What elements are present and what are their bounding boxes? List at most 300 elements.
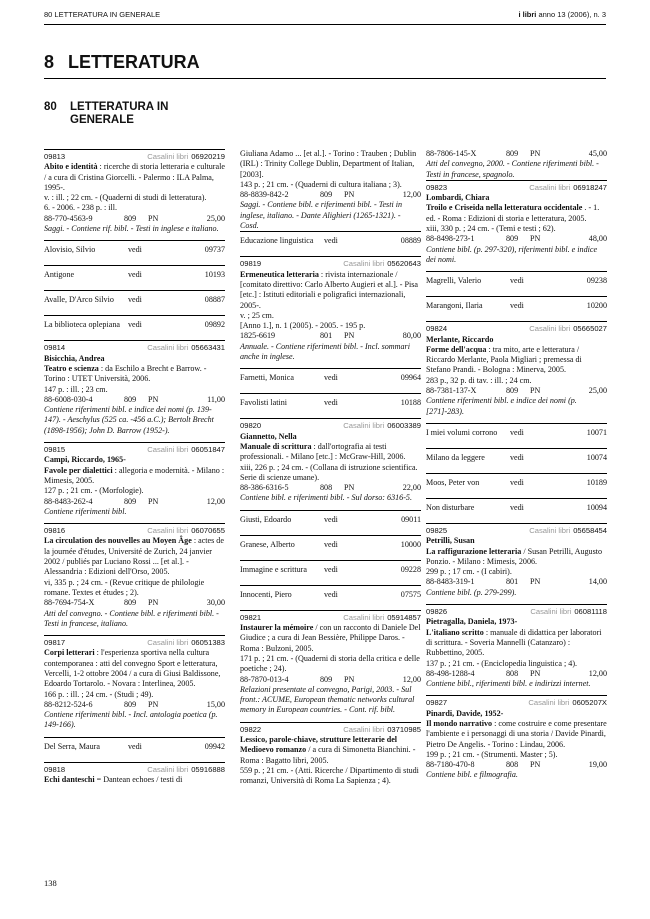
cross-reference (240, 585, 421, 604)
subsection-name-1: LETTERATURA IN (70, 101, 169, 113)
entry-note: Saggi. - Contiene bibl. e riferimenti bibl. - Testi in inglese, italiano. - Dante Alighieri (1265-1321). - Cosd. (240, 200, 403, 231)
xref-code: 09892 (204, 320, 225, 330)
xref-name: Marangoni, Ilaria (426, 301, 483, 311)
price: 14,00 (588, 577, 607, 587)
entry-text: / con un racconto di Daniele Del Giudice ; a cura di Jean Bessière, Philippe Daros. - Roma : Bulzoni, 2005. (240, 623, 421, 653)
catalog-entry (44, 762, 225, 786)
source-label: Casalini libri (147, 638, 189, 648)
source-label: Casalini libri (147, 526, 189, 536)
price: 11,00 (207, 394, 225, 404)
source-id: 05914857 (387, 612, 421, 622)
cross-reference (426, 473, 607, 492)
subsection-name-2: GENERALE (70, 114, 134, 126)
entry-author: Petrilli, Susan (426, 536, 475, 546)
xref-name: Giusti, Edoardo (240, 514, 292, 524)
xref-name: Magrelli, Valerio (426, 276, 482, 286)
entry-source (343, 613, 421, 623)
isbn-number: 88-8498-273-1 (426, 234, 475, 244)
entry-note: Contiene riferimenti bibl. (44, 506, 127, 516)
xref-see: vedi (128, 320, 142, 330)
xref-code: 10071 (586, 427, 607, 437)
dewey-code: 809 (124, 213, 137, 223)
xref-code: 09228 (400, 564, 421, 574)
catalog-entry (240, 418, 421, 503)
xref-code: 07575 (400, 589, 421, 599)
source-label: Casalini libri (530, 607, 572, 617)
entry-number: 09813 (44, 152, 66, 161)
entry-text: 559 p. ; 21 cm. - (Atti. Ricerche / Dipartimento di studi romanzi, Università di Roma La Sapienza ; 4). (240, 765, 419, 786)
subsection-number: 80 (44, 101, 57, 113)
entry-text: vi, 335 p. ; 24 cm. - (Revue critique de philologie romane. Textes et études ; 2). (44, 577, 205, 597)
xref-name: Educazione linguistica (240, 236, 314, 246)
entry-isbn-line (44, 497, 225, 507)
dewey-code: 809 (124, 496, 137, 506)
entry-note: Contiene bibl., riferimenti bibl. e indirizzi internet. (426, 679, 591, 689)
catalog-entry (426, 180, 607, 265)
entry-header (240, 725, 421, 735)
entry-source (528, 698, 607, 708)
source-id: 0605207X (572, 698, 607, 708)
xref-name: Non disturbare (426, 502, 475, 512)
entry-isbn-line (426, 577, 607, 587)
entry-text: : tra mito, arte e letteratura / Riccardo Merlante, Paola Migliari ; premessa di Stefano Prandi. - Bologna : Minerva, 2005. (426, 344, 582, 375)
entry-source (529, 183, 607, 193)
entry-source (343, 259, 421, 269)
xref-name: Milano da leggere (426, 452, 485, 462)
entry-source (147, 343, 225, 353)
lc-code: PN (148, 394, 159, 404)
entry-source (147, 445, 225, 455)
source-label: Casalini libri (529, 525, 571, 535)
entry-text: : ricerche di storia letteraria e culturale / a cura di Cristina Giorcelli. - Palermo : ILA Palma, 1995-. (44, 162, 225, 192)
dewey-code: 809 (320, 190, 333, 200)
catalog-entry (426, 695, 607, 780)
price: 45,00 (588, 149, 607, 158)
entry-title: Il mondo narrativo (426, 718, 493, 728)
isbn-number: 88-8212-524-6 (44, 699, 93, 709)
entry-isbn-line (44, 214, 225, 224)
entry-body (44, 536, 225, 598)
entry-title: Manuale di scrittura (240, 441, 312, 451)
entry-isbn-line (426, 669, 607, 679)
entry-author: Merlante, Riccardo (426, 334, 494, 344)
column-3 (426, 149, 607, 787)
section-name: LETTERATURA (68, 52, 200, 72)
cross-reference (426, 271, 607, 290)
source-label: Casalini libri (528, 698, 570, 708)
cross-reference (44, 265, 225, 284)
entry-text: 127 p. ; 21 cm. - (Morfologie). (44, 486, 144, 496)
entry-note: Relazioni presentate al convegno, Parigi, 2003. - Sul front.: ACUME, European thematic networks cultural memory in European countries. - Cont. rif. bibl. (240, 684, 415, 715)
entry-text: : come costruire e come presentare l'ambiente e i personaggi di una storia / Davide Pinardi, Pietro De Angelis. - Torino : Lindau, 2006. (426, 718, 607, 749)
entry-number: 09827 (426, 698, 448, 708)
source-label: Casalini libri (343, 612, 385, 622)
cross-reference (44, 240, 225, 259)
cross-reference (44, 290, 225, 309)
entry-isbn-line (44, 395, 225, 405)
cross-reference (240, 231, 421, 250)
catalog-entry (426, 321, 607, 417)
entry-isbn-line (44, 598, 225, 608)
xref-name: Avalle, D'Arco Silvio (44, 295, 114, 305)
entry-text: / Susan Petrilli, Augusto Ponzio. - Milano : Mimesis, 2006. (426, 546, 603, 566)
entry-text: : manuale di didattica per laboratori di scrittura. - Soveria Mannelli (Catanzaro) : Rubbettino, 2005. (426, 627, 602, 658)
entry-header (240, 613, 421, 623)
entry-number: 09820 (240, 421, 262, 431)
xref-see: vedi (510, 502, 524, 512)
cross-reference (44, 737, 225, 756)
xref-name: Antigone (44, 270, 75, 280)
dewey-code: 809 (506, 149, 519, 158)
entry-body (44, 162, 225, 213)
header-issue: anno 13 (2006), n. 3 (536, 10, 606, 19)
source-label: Casalini libri (529, 182, 571, 192)
source-label: Casalini libri (147, 764, 189, 774)
catalog-entry (240, 722, 421, 787)
entry-author: Campi, Riccardo, 1965- (44, 455, 126, 465)
entry-header (426, 607, 607, 617)
isbn-number: 88-8483-319-1 (426, 577, 475, 587)
xref-see: vedi (128, 295, 142, 305)
entry-header (44, 526, 225, 536)
entry-source (147, 638, 225, 648)
cross-reference (426, 296, 607, 315)
entry-number: 09823 (426, 182, 448, 192)
subsection-title (44, 101, 168, 127)
entry-header (426, 526, 607, 536)
lc-code: PN (530, 386, 541, 396)
dewey-code: 809 (506, 234, 519, 244)
entry-body (44, 354, 225, 395)
entry-note: Atti del convegno, 2000. - Contiene riferimenti bibl. - Testi in francese, spagnolo. (426, 159, 599, 179)
entry-note: Annuale. - Contiene riferimenti bibl. - Incl. sommari anche in inglese. (240, 341, 410, 362)
entry-title: Instaurer la mémoire (240, 623, 314, 633)
entry-title: Echi danteschi (44, 775, 95, 785)
lc-code: PN (148, 598, 159, 608)
cross-reference (44, 315, 225, 334)
entry-body (44, 648, 225, 699)
xref-code: 09964 (400, 373, 421, 383)
entry-title: Ermeneutica letteraria (240, 269, 319, 279)
price: 19,00 (588, 760, 607, 770)
source-id: 06051383 (191, 638, 225, 648)
dewey-code: 808 (506, 760, 519, 770)
catalog-entry (426, 604, 607, 689)
entry-author: Giannetto, Nella (240, 431, 297, 441)
source-id: 05620643 (387, 259, 421, 269)
price: 12,00 (402, 190, 421, 200)
source-id: 06051847 (191, 445, 225, 455)
entry-isbn-line (426, 149, 607, 159)
xref-see: vedi (324, 236, 338, 246)
entry-text: 147 p. : ill. ; 23 cm. (44, 384, 108, 394)
entry-title: Favole per dialettici (44, 465, 113, 475)
xref-see: vedi (128, 245, 142, 255)
entry-header (426, 698, 607, 708)
entry-title: Troilo e Criseida nella letteratura occidentale (426, 203, 583, 213)
source-label: Casalini libri (529, 324, 571, 334)
catalog-entry (44, 442, 225, 517)
xref-code: 08887 (204, 295, 225, 305)
header-journal-name: i libri (518, 10, 537, 19)
catalog-entry (240, 610, 421, 716)
source-id: 05916888 (191, 764, 225, 774)
entry-number: 09816 (44, 526, 66, 536)
entry-source (529, 324, 607, 334)
catalog-entry (426, 523, 607, 598)
entry-body (240, 623, 421, 674)
dewey-code: 809 (124, 598, 137, 608)
isbn-number: 88-8839-842-2 (240, 190, 289, 200)
entry-title: L'italiano scritto (426, 627, 484, 637)
entry-header (44, 152, 225, 162)
source-label: Casalini libri (147, 445, 189, 455)
entry-continuation (426, 149, 607, 180)
price: 30,00 (206, 598, 225, 608)
column-1 (44, 149, 225, 791)
entry-number: 09814 (44, 343, 66, 353)
entry-source (147, 526, 225, 536)
entry-body (240, 149, 421, 190)
entry-author: Pietragalla, Daniela, 1973- (426, 617, 518, 627)
entry-number: 09818 (44, 764, 66, 774)
xref-code: 10189 (586, 477, 607, 487)
entry-note: Contiene bibl. e riferimenti bibl. - Sul dorso: 6316-5. (240, 493, 412, 503)
source-id: 06918247 (573, 182, 607, 192)
lc-code: PN (148, 496, 159, 506)
entry-title: Lessico, parole-chiave, strutture letterarie del Medioevo romanzo (240, 734, 398, 755)
isbn-number: 88-6008-030-4 (44, 394, 93, 404)
price: 25,00 (588, 386, 607, 396)
source-id: 05665027 (573, 324, 607, 334)
entry-header (426, 183, 607, 193)
entry-note: Contiene bibl. (p. 297-320), riferimenti bibl. e indice dei nomi. (426, 244, 598, 264)
isbn-number: 88-7806-145-X (426, 149, 477, 158)
entry-text: 166 p. : ill. ; 24 cm. - (Studi ; 49). (44, 689, 154, 699)
entry-body (426, 617, 607, 668)
lc-code: PN (530, 149, 541, 158)
xref-see: vedi (324, 564, 338, 574)
isbn-number: 88-498-1288-4 (426, 668, 475, 678)
entry-isbn-line (240, 331, 421, 341)
entry-text: : da Eschilo a Brecht e Barrow. - Torino : UTET Università, 2006. (44, 363, 207, 384)
lc-code: PN (344, 483, 355, 493)
entry-number: 09826 (426, 607, 448, 617)
lc-code: PN (530, 234, 541, 244)
entry-title: Forme dell'acqua (426, 344, 487, 354)
entry-number: 09825 (426, 525, 448, 535)
dewey-code: 801 (320, 331, 333, 341)
entry-title: La raffigurazione letteraria (426, 546, 522, 556)
entry-number: 09821 (240, 612, 262, 622)
entry-text: 199 p. ; 21 cm. - (Strumenti. Master ; 5). (426, 749, 558, 759)
xref-see: vedi (510, 301, 524, 311)
entry-header (44, 638, 225, 648)
entry-header (240, 421, 421, 431)
price: 12,00 (206, 496, 225, 506)
running-header (44, 10, 606, 22)
entry-text: 143 p. ; 21 cm. - (Quaderni di cultura italiana ; 3). (240, 179, 402, 189)
entry-title: Corpi letterari (44, 648, 95, 658)
page-number: 138 (44, 878, 57, 888)
xref-name: Favolisti latini (240, 398, 287, 408)
lc-code: PN (530, 668, 541, 678)
entry-note: Contiene riferimenti bibl. - Incl. antologia poetica (p. 149-166). (44, 710, 218, 730)
entry-text: [Anno 1.], n. 1 (2005). - 2005. - 195 p. (240, 321, 366, 331)
header-rule (44, 24, 606, 25)
entry-note: Saggi. - Contiene rif. bibl. - Testi in inglese e italiano. (44, 224, 219, 234)
header-section: 80 LETTERATURA IN GENERALE (44, 10, 161, 19)
entry-text: xiii, 330 p. ; 24 cm. - (Temi e testi ; 62). (426, 224, 556, 234)
source-id: 06920219 (191, 152, 225, 161)
xref-name: Immagine e scrittura (240, 564, 307, 574)
entry-source (343, 421, 421, 431)
entry-body (240, 735, 421, 786)
xref-code: 10193 (204, 270, 225, 280)
entry-text: 137 p. ; 21 cm. - (Enciclopedia linguistica ; 4). (426, 658, 578, 668)
xref-see: vedi (510, 276, 524, 286)
section-title (44, 52, 200, 73)
xref-code: 09942 (204, 741, 225, 751)
source-label: Casalini libri (343, 259, 385, 269)
entry-note: Contiene bibl. e filmografia. (426, 770, 518, 780)
cross-reference (426, 498, 607, 517)
xref-code: 10200 (586, 301, 607, 311)
dewey-code: 809 (320, 674, 333, 684)
entry-isbn-line (426, 386, 607, 396)
header-journal (518, 10, 606, 19)
entry-header (44, 343, 225, 353)
price: 48,00 (588, 234, 607, 244)
entry-body (44, 455, 225, 496)
lc-code: PN (148, 699, 159, 709)
isbn-number: 88-8483-262-4 (44, 496, 93, 506)
source-label: Casalini libri (147, 152, 189, 161)
entry-isbn-line (44, 700, 225, 710)
entry-title: Abito e identità (44, 162, 98, 172)
entry-number: 09824 (426, 324, 448, 334)
dewey-code: 809 (124, 699, 137, 709)
price: 80,00 (402, 331, 421, 341)
isbn-number: 88-386-6316-5 (240, 483, 289, 493)
entry-text: : l'esperienza sportiva nella cultura contemporanea : atti del convegno Sport e letteratura, Vercelli, 1-2 ottobre 2004 / a cura di Giusi Baldissone, Edoardo Tortarolo. - Novara : Interlinea, 2005. (44, 648, 221, 689)
entry-body (426, 536, 607, 577)
cross-reference (240, 393, 421, 412)
source-id: 06070655 (191, 526, 225, 536)
catalog-entry (44, 340, 225, 436)
xref-see: vedi (128, 741, 142, 751)
xref-code: 10094 (586, 502, 607, 512)
entry-isbn-line (240, 483, 421, 493)
cross-reference (240, 368, 421, 387)
entry-isbn-line (240, 190, 421, 200)
entry-text: : dall'ortografia ai testi professionali. - Milano [etc.] : McGraw-Hill, 2006. (240, 441, 406, 462)
xref-name: La biblioteca oplepiana (44, 320, 120, 330)
source-id: 06081118 (574, 607, 607, 617)
xref-name: Granese, Alberto (240, 539, 295, 549)
xref-see: vedi (324, 398, 338, 408)
xref-code: 08889 (400, 236, 421, 246)
source-label: Casalini libri (147, 343, 189, 353)
entry-header (44, 765, 225, 775)
xref-see: vedi (324, 539, 338, 549)
xref-name: Moos, Peter von (426, 477, 480, 487)
xref-see: vedi (324, 589, 338, 599)
entry-title: Teatro e scienza (44, 363, 99, 373)
entry-text: / a cura di Simonetta Bianchini. - Roma : Bagatto libri, 2005. (240, 745, 416, 765)
entry-number: 09819 (240, 259, 262, 269)
entry-text: v. : ill. ; 22 cm. - (Quaderni di studi di letteratura). (44, 193, 207, 203)
isbn-number: 88-7694-754-X (44, 598, 95, 608)
entry-body (240, 432, 421, 483)
xref-code: 10188 (400, 398, 421, 408)
entry-source (529, 526, 607, 536)
xref-code: 10000 (400, 539, 421, 549)
entry-isbn-line (240, 675, 421, 685)
entry-header (240, 259, 421, 269)
catalog-entry (44, 635, 225, 731)
entry-source (343, 725, 421, 735)
dewey-code: 808 (320, 483, 333, 493)
cross-reference (240, 535, 421, 554)
xref-name: Alovisio, Silvio (44, 245, 96, 255)
entry-header (44, 445, 225, 455)
xref-see: vedi (128, 270, 142, 280)
entry-text: : rivista internazionale / [comitato direttivo: Carlo Alberto Augieri et al.]. - Pisa [etc.] : Istituti editoriali e poligrafici internazionali, 2005-. (240, 269, 419, 310)
xref-code: 09737 (204, 245, 225, 255)
price: 12,00 (588, 668, 607, 678)
cross-reference (240, 560, 421, 579)
price: 12,00 (402, 674, 421, 684)
section-number: 8 (44, 52, 55, 72)
entry-text: = Dantean echoes / testi di (96, 775, 183, 785)
entry-text: : actes de la journée d'études, Université de Zurich, 24 janvier 2002 / publiés par Luciano Rossi ... [et al.]. - Alessandria : Edizioni dell'Orso, 2005. (44, 536, 224, 577)
xref-see: vedi (510, 427, 524, 437)
entry-isbn-line (426, 234, 607, 244)
entry-text: . - 1. ed. - Roma : Edizioni di storia e letteratura, 2005. (426, 203, 600, 223)
column-2 (240, 149, 421, 792)
dewey-code: 801 (506, 577, 519, 587)
xref-name: Innocenti, Piero (240, 589, 292, 599)
entry-number: 09815 (44, 445, 66, 455)
entry-source (147, 152, 225, 162)
dewey-code: 809 (124, 394, 137, 404)
entry-note: Atti del convegno. - Contiene bibl. e riferimenti bibl. - Testi in francese, italiano. (44, 608, 219, 628)
xref-code: 10074 (586, 452, 607, 462)
xref-name: I miei volumi corrono (426, 427, 498, 437)
entry-source (147, 765, 225, 775)
entry-text: xiii, 226 p. ; 24 cm. - (Collana di istruzione scientifica. Serie di scienze umane). (240, 462, 418, 482)
xref-name: Del Serra, Maura (44, 741, 100, 751)
entry-author: Pinardi, Davide, 1952- (426, 708, 504, 718)
entry-continuation (240, 149, 421, 231)
lc-code: PN (148, 213, 159, 223)
entry-text: 299 p. ; 17 cm. - (I cabiri). (426, 567, 512, 577)
entry-body (426, 709, 607, 760)
lc-code: PN (344, 674, 355, 684)
source-id: 05663431 (191, 343, 225, 353)
entry-author: Lombardi, Chiara (426, 193, 490, 203)
cross-reference (240, 510, 421, 529)
isbn-number: 88-7381-137-X (426, 386, 477, 396)
entry-body (44, 775, 225, 785)
entry-text: : allegoria e modernità. - Milano : Mimesis, 2005. (44, 465, 225, 485)
entry-text: 283 p., 32 p. di tav. : ill. ; 24 cm. (426, 375, 532, 385)
lc-code: PN (344, 190, 355, 200)
xref-see: vedi (324, 514, 338, 524)
entry-title: La circulation des nouvelles au Moyen Âge (44, 536, 192, 546)
xref-see: vedi (324, 373, 338, 383)
